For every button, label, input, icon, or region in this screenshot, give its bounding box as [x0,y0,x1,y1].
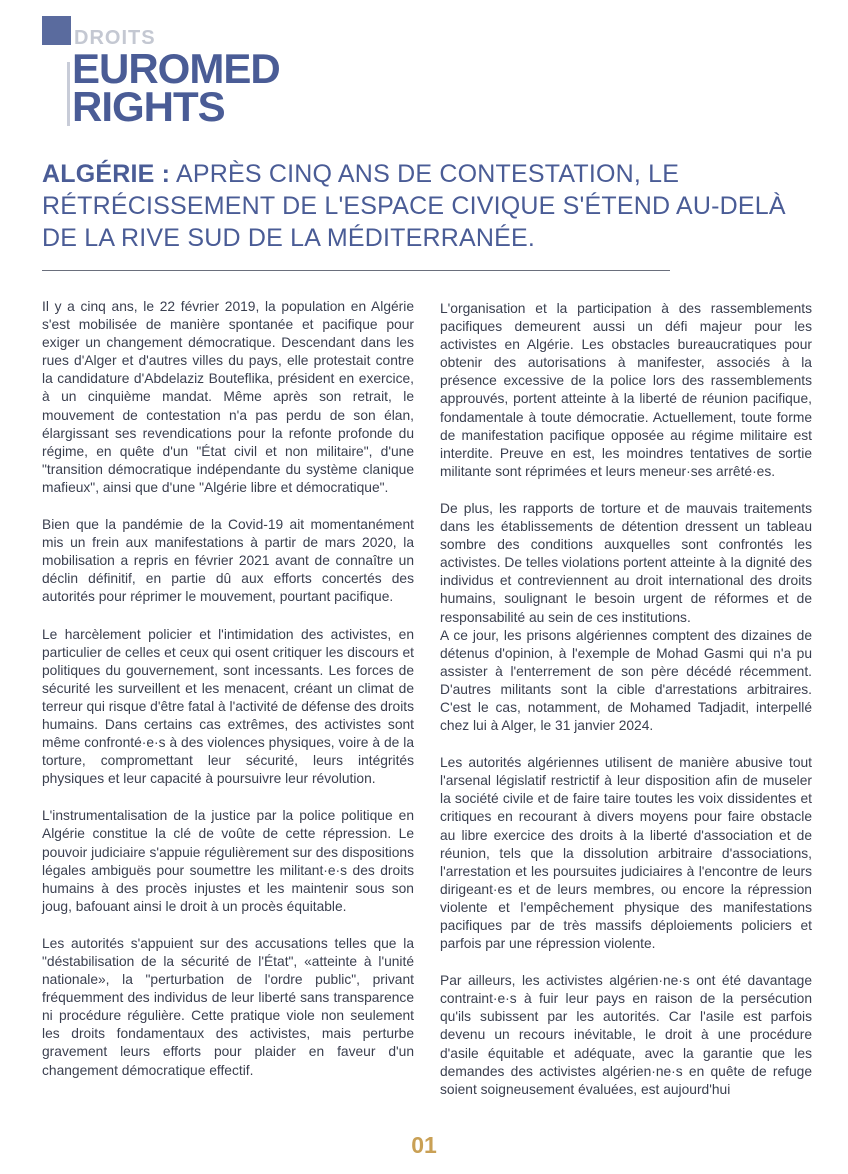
left-column [42,298,414,1099]
title-country: ALGÉRIE : [42,160,171,188]
paragraph: De plus, les rapports de torture et de mauvais traitements dans les établissements de détention dressent un tableau sombre des conditions auxquelles sont confrontés les activistes. De telles violations portent atteinte à la dignité des individus et contreviennent au droit international des droits humains, soulignant le besoin urgent de réformes et de responsabilité au sein de ces institutions. [440,500,812,625]
paragraph: Par ailleurs, les activistes algérien·ne·s ont été davantage contraint·e·s à fuir leur pays en raison de la persécution qu'ils subissent par les autorités. Car l'asile est parfois devenu un recours inévitable, le droit à une procédure d'asile équitable et adéquate, avec la garantie que les demandes des activistes algérien·ne·s en quête de refuge soient soigneusement évaluées, est aujourd'hui [440,973,812,1097]
title-rest: APRÈS CINQ ANS DE CONTESTATION, LE RÉTRÉCISSEMENT DE L'ESPACE CIVIQUE S'ÉTEND AU-DELÀ DE LA RIVE SUD DE LA MÉDITERRANÉE. [42,160,786,252]
euromed-rights-logo [42,16,280,130]
logo-small-text: DROITS [74,27,156,49]
paragraph: Il y a cinq ans, le 22 février 2019, la population en Algérie s'est mobilisée de manière spontanée et pacifique pour exiger un changement démocratique. Descendant dans les rues d'Alger et d'autres villes du pays, elle protestait contre la candidature d'Abdelaziz Bouteflika, président en exercice, à un cinquième mandat. Même après son retrait, le mouvement de contestation n'a pas perdu de son élan, élargissant ses revendications pour la refonte profonde du régime, en quête d'un "État civil et non militaire", d'une "transition démocratique indépendante du système clanique mafieux", ainsi que d'une "Algérie libre et démocratique". [42,299,414,495]
logo-square [42,16,71,45]
paragraph: Les autorités s'appuient sur des accusations telles que la "déstabilisation de la sécurité de l'État", «atteinte à l'unité nationale», la "perturbation de l'ordre public", privant fréquemment des individus de leur liberté sans transparence ni procédure régulière. Cette pratique viole non seulement les droits fondamentaux des activistes, mais perturbe gravement leurs efforts pour plaider en faveur d'un changement démocratique effectif. [42,935,414,1078]
paragraph: L'organisation et la participation à des rassemblements pacifiques demeurent aussi un défi majeur pour les activistes en Algérie. Les obstacles bureaucratiques pour obtenir des autorisations à manifester, associés à la présence excessive de la police lors des rassemblements approuvés, portent atteinte à la liberté de réunion pacifique, fondamentale à toute démocratie. Actuellement, toute forme de manifestation pacifique opposée au régime militaire est interdite. Preuve en est, les moindres tentatives de sortie militante sont réprimées et leurs meneur·ses arrêté·es. [440,301,812,479]
logo-line-1: EUROMED [72,45,280,92]
logo-divider [67,62,70,126]
title-divider [42,270,670,271]
page-number: 01 [411,1132,437,1158]
paragraph: Les autorités algériennes utilisent de manière abusive tout l'arsenal législatif restrictif à leur disposition afin de museler la société civile et de faire taire toutes les voix dissidentes et critiques en recourant à divers moyens pour faire obstacle au libre exercice des droits à la liberté d'association et de réunion, tels que la dissolution arbitraire d'associations, l'arrestation et les poursuites judiciaires à l'encontre de leurs dirigeant·es et de leurs membres, ou encore la répression violente et l'empêchement physique des manifestations pacifiques par de très massifs déploiements policiers et parfois par une répression violente. [440,755,812,952]
logo-line-2: RIGHTS [72,83,225,130]
paragraph: L'instrumentalisation de la justice par la police politique en Algérie constitue la clé de voûte de cette répression. Le pouvoir judiciaire s'appuie régulièrement sur des dispositions légales ambiguës pour soumettre les militant·e·s des droits humains à des procès injustes et les maintenir sous son joug, bafouant ainsi le droit à un procès équitable. [42,808,414,914]
right-column [440,300,812,1118]
paragraph: A ce jour, les prisons algériennes comptent des dizaines de détenus d'opinion, à l'exemple de Mohad Gasmi qui n'a pu assister à l'enterrement de son père décédé récemment. D'autres militants sont la cible d'arrestations arbitraires. C'est le cas, notamment, de Mohamed Tadjadit, interpellé chez lui à Alger, le 31 janvier 2024. [440,627,812,734]
paragraph: Le harcèlement policier et l'intimidation des activistes, en particulier de celles et ceux qui osent critiquer les discours et politiques du gouvernement, sont incessants. Les forces de sécurité les surveillent et les menacent, créant un climat de terreur qui risque d'être fatal à l'activité de défense des droits humains. Dans certains cas extrêmes, des activistes sont même confronté·e·s à des violences physiques, voire à de la torture, compromettant leur sécurité, leurs intégrités physiques et leur capacité à poursuivre leur révolution. [42,626,414,787]
paragraph: Bien que la pandémie de la Covid-19 ait momentanément mis un frein aux manifestations à partir de mars 2020, la mobilisation a repris en février 2021 avant de connaître un déclin définitif, en partie dû aux efforts concertés des autorités pour réprimer le mouvement, pourtant pacifique. [42,517,414,605]
page-title [42,158,812,254]
